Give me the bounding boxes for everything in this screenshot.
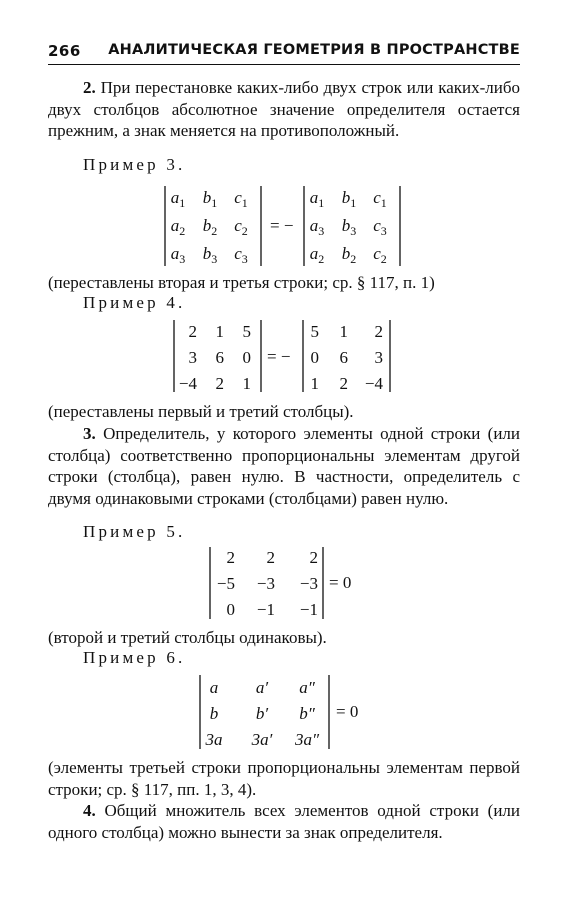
matrix-cell: $c_3$: [234, 244, 248, 266]
example-5-label: Пример 5.: [83, 522, 186, 541]
matrix-cell: 2: [309, 548, 318, 567]
matrix-cell: $a_1$: [309, 188, 325, 210]
matrix-cell: $c_1$: [234, 188, 248, 210]
matrix-cell: 1: [215, 322, 224, 341]
matrix-cell: $a_2$: [170, 216, 186, 238]
matrix-cell: 0: [226, 600, 235, 619]
matrix-cell: 2: [374, 322, 383, 341]
example-4-equation: [167, 318, 397, 396]
matrix-cell: 3: [188, 348, 197, 367]
matrix-cell: 2: [188, 322, 197, 341]
matrix-cell: 5: [242, 322, 251, 341]
example-6-note: (элементы третьей строки пропорциональны элементам первой строки; ср. § 117, пп. 1, 3, 4).: [48, 758, 520, 799]
matrix-cell: 6: [215, 348, 224, 367]
property-4-paragraph: [48, 800, 520, 843]
matrix-cell: 6: [339, 348, 348, 367]
matrix-cell: $c_2$: [234, 216, 248, 238]
matrix-cell: $c_1$: [373, 188, 387, 210]
matrix-cell: b′: [255, 704, 269, 723]
matrix-cell: $c_3$: [373, 216, 387, 238]
matrix-cell: 2: [226, 548, 235, 567]
matrix-cell: $b_2$: [202, 216, 218, 238]
matrix-cell: $b_1$: [341, 188, 357, 210]
ex4-left-cells: [179, 322, 251, 393]
matrix-cell: 2: [266, 548, 275, 567]
matrix-cell: 1: [339, 322, 348, 341]
matrix-cell: $a_3$: [309, 216, 325, 238]
matrix-cell: $b_3$: [341, 216, 357, 238]
running-header: [48, 42, 520, 65]
property-4-number: 4.: [83, 801, 96, 820]
matrix-cell: b″: [299, 704, 315, 723]
ex5-cells: [217, 548, 318, 619]
example-5-equation: [203, 545, 373, 623]
example-4-note: (переставлены первый и третий столбцы).: [48, 402, 354, 421]
ex3-left-cells: [171, 188, 248, 266]
matrix-cell: 1: [242, 374, 251, 393]
property-4-text: Общий множитель всех элементов одной строки (или одного столбца) можно вынести за знак определителя.: [48, 801, 521, 842]
example-6-equation: [193, 673, 383, 753]
matrix-cell: $c_2$: [373, 244, 387, 266]
matrix-cell: 3a′: [251, 730, 273, 749]
ex4-right-cells: [311, 322, 384, 393]
matrix-cell: a′: [255, 678, 269, 697]
matrix-cell: $a_1$: [170, 188, 186, 210]
example-6-label: Пример 6.: [83, 648, 186, 667]
matrix-cell: 2: [339, 374, 348, 393]
property-2-text: При перестановке каких-либо двух строк или каких-либо двух столбцов абсолютное значение определителя остается прежним, а знак меняется на противоположный.: [48, 78, 521, 141]
matrix-cell: −4: [364, 374, 383, 393]
matrix-cell: $a_2$: [309, 244, 325, 266]
matrix-cell: b: [209, 704, 219, 723]
matrix-cell: $b_2$: [341, 244, 357, 266]
example-3-equation: [158, 183, 408, 269]
matrix-cell: 5: [310, 322, 319, 341]
matrix-cell: −3: [299, 574, 318, 593]
page-number: 266: [48, 42, 81, 60]
matrix-cell: 0: [242, 348, 251, 367]
ex4-relation: = −: [267, 347, 291, 366]
matrix-cell: 3a: [205, 730, 223, 749]
matrix-cell: 3: [374, 348, 383, 367]
matrix-cell: 1: [310, 374, 319, 393]
matrix-cell: −1: [299, 600, 318, 619]
matrix-cell: −4: [178, 374, 197, 393]
matrix-cell: $b_1$: [202, 188, 218, 210]
matrix-cell: a: [209, 678, 219, 697]
property-2-number: 2.: [83, 78, 96, 97]
matrix-cell: 0: [310, 348, 319, 367]
ex3-relation: = −: [270, 216, 294, 235]
matrix-cell: −5: [216, 574, 235, 593]
matrix-cell: −1: [256, 600, 275, 619]
matrix-cell: −3: [256, 574, 275, 593]
running-title: АНАЛИТИЧЕСКАЯ ГЕОМЕТРИЯ В ПРОСТРАНСТВЕ: [108, 42, 520, 58]
example-3-label: Пример 3.: [83, 155, 186, 174]
ex6-cells: [205, 678, 320, 749]
matrix-cell: 3a″: [294, 730, 320, 749]
matrix-cell: $a_3$: [170, 244, 186, 266]
property-3-text: Определитель, у которого элементы одной строки (или столбца) соответственно пропорциональны элементам другой строки (столбца), равен нулю. В частности, определитель с двумя одинаковыми строками (столбцами) равен нулю.: [48, 424, 520, 508]
property-3-paragraph: [48, 423, 520, 509]
example-5-note: (второй и третий столбцы одинаковы).: [48, 628, 327, 647]
ex5-result: = 0: [329, 573, 352, 592]
property-2-paragraph: [48, 77, 520, 142]
matrix-cell: 2: [215, 374, 224, 393]
ex3-right-cells: [310, 188, 387, 266]
property-3-number: 3.: [83, 424, 96, 443]
example-3-note: (переставлены вторая и третья строки; ср. § 117, п. 1): [48, 273, 435, 292]
matrix-cell: $b_3$: [202, 244, 218, 266]
ex6-result: = 0: [336, 702, 359, 721]
example-4-label: Пример 4.: [83, 293, 186, 312]
matrix-cell: a″: [299, 678, 315, 697]
